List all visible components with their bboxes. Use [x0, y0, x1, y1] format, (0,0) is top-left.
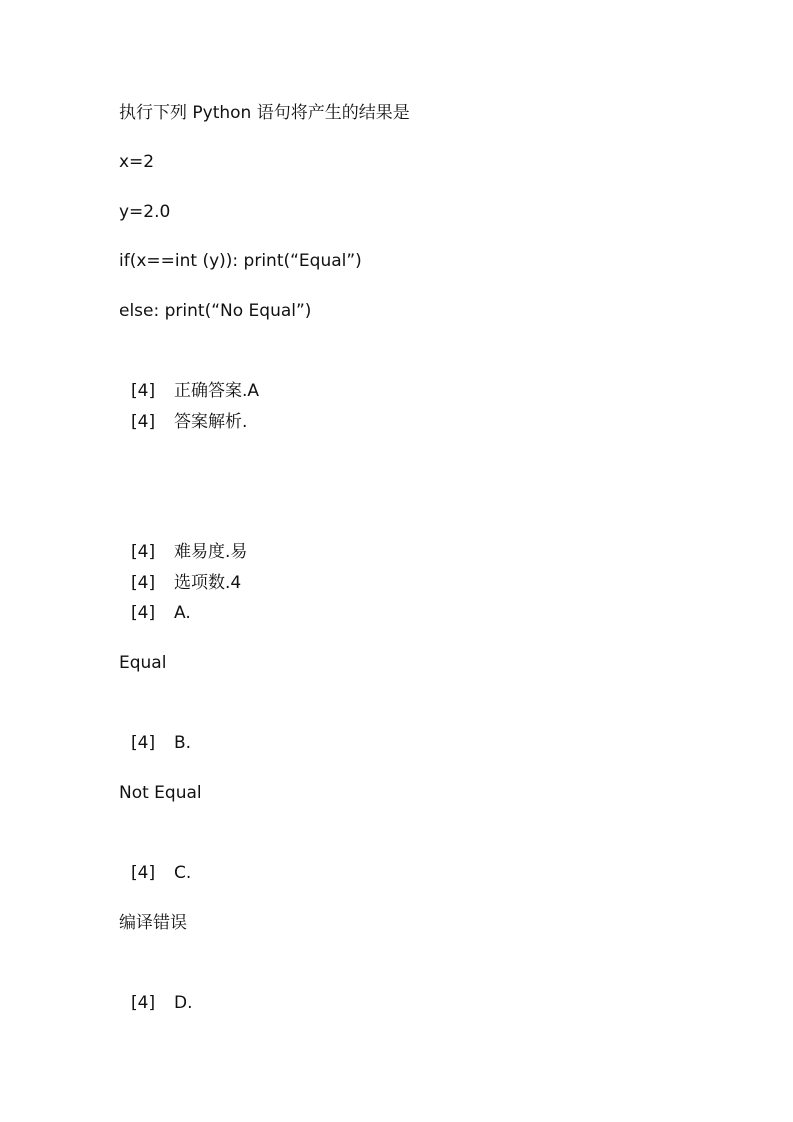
option-b-content: Not Equal — [119, 783, 202, 803]
analysis-item — [131, 411, 247, 433]
option-a-label-row — [131, 602, 191, 624]
option-b-label: B. — [174, 733, 192, 753]
item-tag: [4] — [131, 863, 156, 883]
option-d-label-row — [131, 992, 193, 1014]
option-a-label: A. — [174, 603, 191, 623]
question-text: 执行下列 Python 语句将产生的结果是 — [119, 103, 410, 123]
answer-item — [131, 380, 259, 402]
item-tag: [4] — [131, 542, 156, 562]
option-c-label-row — [131, 862, 191, 884]
option-a-content: Equal — [119, 653, 167, 673]
code-line: y=2.0 — [119, 202, 171, 222]
option-count-item — [131, 572, 241, 594]
option-d-label: D. — [174, 993, 193, 1013]
item-tag: [4] — [131, 993, 156, 1013]
item-tag: [4] — [131, 603, 156, 623]
analysis-text: 答案解析. — [174, 412, 248, 432]
difficulty-item — [131, 541, 247, 563]
option-count-text: 选项数.4 — [174, 573, 242, 593]
option-b-label-row — [131, 732, 191, 754]
code-line: else: print(“No Equal”) — [119, 301, 312, 321]
item-tag: [4] — [131, 573, 156, 593]
answer-text: 正确答案.A — [174, 381, 260, 401]
difficulty-text: 难易度.易 — [174, 542, 248, 562]
item-tag: [4] — [131, 381, 156, 401]
code-line: x=2 — [119, 152, 155, 172]
option-c-content: 编译错误 — [119, 913, 187, 933]
code-line: if(x==int (y)): print(“Equal”) — [119, 251, 362, 271]
item-tag: [4] — [131, 412, 156, 432]
item-tag: [4] — [131, 733, 156, 753]
option-c-label: C. — [174, 863, 192, 883]
